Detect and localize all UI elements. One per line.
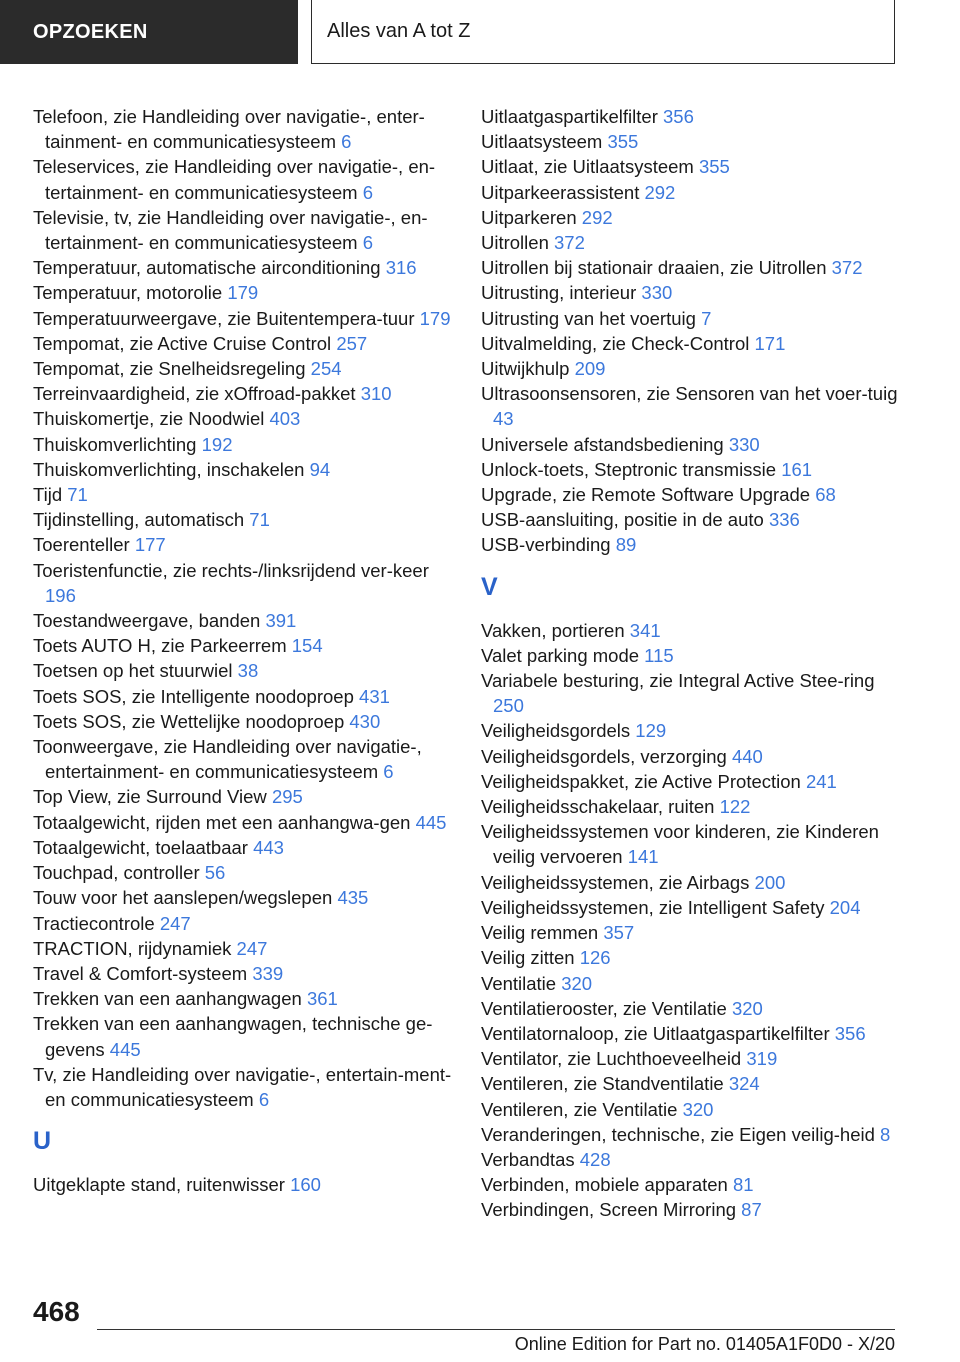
index-entry-text: Ultrasoonsensoren, zie Sensoren van het voer-tuig <box>481 383 898 405</box>
index-entry-text: Uitwijkhulp <box>481 358 570 380</box>
index-entry-text: Tijd <box>33 484 63 506</box>
index-entry-text: Trekken van een aanhangwagen <box>33 988 302 1010</box>
index-entry <box>481 895 901 920</box>
page-link[interactable]: 428 <box>579 1148 611 1170</box>
index-entry-text: Uitrollen <box>481 232 549 254</box>
page-link[interactable]: 122 <box>719 796 751 818</box>
index-entry-text: Upgrade, zie Remote Software Upgrade <box>481 484 811 506</box>
index-entry-text: USB-verbinding <box>481 534 611 556</box>
page-link[interactable]: 204 <box>829 896 861 918</box>
index-entry-text: Toonweergave, zie Handleiding over navigatie-, entertainment- en communicatiesysteem <box>33 736 422 783</box>
index-entry-text: Uitlaatgaspartikelfilter <box>481 106 658 127</box>
index-entry <box>481 945 901 970</box>
index-entry <box>481 920 901 945</box>
index-entry <box>33 356 453 381</box>
page-link[interactable]: 431 <box>359 685 390 707</box>
index-entry <box>481 643 901 668</box>
index-entry <box>481 154 901 179</box>
edition-footer: Online Edition for Part no. 01405A1F0D0 - X/20 <box>514 1334 895 1354</box>
page-link[interactable]: 129 <box>635 720 667 742</box>
page-link[interactable]: 81 <box>733 1174 754 1196</box>
index-entry <box>33 684 453 709</box>
index-entry-text: Verbandtas <box>481 1148 575 1170</box>
index-entry-text: USB-aansluiting, positie in de auto <box>481 509 764 531</box>
index-entry <box>33 986 453 1011</box>
page-link[interactable]: 356 <box>834 1022 866 1044</box>
page-link[interactable]: 391 <box>265 610 297 632</box>
index-entry-text: Tempomat, zie Snelheidsregeling <box>33 358 306 380</box>
index-entry-text: Thuiskomverlichting <box>33 433 197 455</box>
page-link[interactable]: 94 <box>309 458 331 480</box>
index-entry <box>33 432 453 457</box>
index-entry <box>481 331 901 356</box>
page-link[interactable]: 241 <box>805 770 837 792</box>
index-entry <box>33 205 453 255</box>
letter-heading-u: U <box>33 1127 52 1156</box>
page-link[interactable]: 171 <box>754 332 786 354</box>
index-entry-text: Veilig zitten <box>481 947 575 969</box>
index-entry <box>33 784 453 809</box>
index-entry-text: Temperatuur, motorolie <box>33 282 223 304</box>
index-entry <box>33 558 453 608</box>
page-link[interactable]: 115 <box>644 644 674 666</box>
index-entry-text: Totaalgewicht, rijden met een aanhangwa-gen <box>33 811 411 833</box>
index-entry <box>33 154 453 204</box>
index-entry <box>481 457 901 482</box>
index-entry-text: Touw voor het aanslepen/wegslepen <box>33 887 333 909</box>
page-link[interactable]: 71 <box>67 484 88 506</box>
index-entry <box>33 734 453 784</box>
index-entry <box>33 911 453 936</box>
index-entry-text: Vakken, portieren <box>481 619 625 641</box>
page-link[interactable]: 179 <box>419 307 451 329</box>
page-link[interactable]: 56 <box>204 862 226 884</box>
index-entry <box>33 1062 453 1112</box>
index-entry-text: Temperatuurweergave, zie Buitentempera-tuur <box>33 307 415 329</box>
page-link[interactable]: 320 <box>561 972 593 994</box>
index-entry-text: Ventilatierooster, zie Ventilatie <box>481 997 727 1019</box>
index-entry-text: Ventileren, zie Standventilatie <box>481 1073 724 1095</box>
page-link[interactable]: 89 <box>615 534 637 556</box>
page-link[interactable]: 250 <box>493 695 524 717</box>
page-link[interactable]: 196 <box>45 584 76 606</box>
index-entry-text: Ventilatornaloop, zie Uitlaatgaspartikelfilter <box>481 1022 830 1044</box>
page-link[interactable]: 430 <box>349 710 381 732</box>
index-entry <box>33 810 453 835</box>
section-tab <box>0 0 298 64</box>
index-list-v <box>481 618 901 1223</box>
page-link[interactable]: 357 <box>603 922 635 944</box>
index-entry-text: Veiligheidssystemen voor kinderen, zie Kinderen veilig vervoeren <box>481 821 879 868</box>
page-link[interactable]: 87 <box>741 1199 762 1221</box>
index-entry <box>33 104 453 154</box>
page-link[interactable]: 247 <box>236 937 268 959</box>
index-list-u-cont <box>481 104 901 558</box>
page-link[interactable]: 6 <box>362 181 374 203</box>
index-entry-text: Totaalgewicht, toelaatbaar <box>33 836 248 858</box>
index-entry <box>33 709 453 734</box>
index-entry <box>33 532 453 557</box>
index-entry-text: Uitparkeerassistent <box>481 181 640 203</box>
index-entry-text: Toets AUTO H, zie Parkeerrem <box>33 635 287 657</box>
index-entry <box>33 331 453 356</box>
index-entry-text: Tijdinstelling, automatisch <box>33 509 245 531</box>
index-entry-text: Veiligheidsgordels, verzorging <box>481 745 727 767</box>
page-link[interactable]: 330 <box>641 282 673 304</box>
page-link[interactable]: 126 <box>579 947 611 969</box>
index-entry <box>33 936 453 961</box>
index-entry <box>481 381 901 431</box>
page-link[interactable]: 6 <box>341 131 352 153</box>
page-link[interactable]: 7 <box>701 307 712 329</box>
index-entry <box>481 205 901 230</box>
page-link[interactable]: 440 <box>731 745 763 767</box>
index-entry-text: Terreinvaardigheid, zie xOffroad-pakket <box>33 383 356 405</box>
page-link[interactable]: 209 <box>574 358 606 380</box>
page-title: Alles van A tot Z <box>327 20 471 42</box>
index-entry <box>481 1021 901 1046</box>
footer-rule <box>97 1329 895 1330</box>
index-entry <box>481 618 901 643</box>
index-entry-text: Teleservices, zie Handleiding over navigatie-, en-tertainment- en communicatiesysteem <box>33 156 436 203</box>
index-entry-text: Veiligheidssystemen, zie Airbags <box>481 871 750 893</box>
index-entry <box>33 860 453 885</box>
index-entry-text: Tv, zie Handleiding over navigatie-, entertain-ment- en communicatiesysteem <box>33 1063 452 1110</box>
index-entry <box>33 835 453 860</box>
page-link[interactable]: 6 <box>258 1088 270 1110</box>
index-entry-text: Uitlaatsysteem <box>481 131 603 153</box>
page-number: 468 <box>33 1296 80 1327</box>
index-entry-text: Unlock-toets, Steptronic transmissie <box>481 458 777 480</box>
page-link[interactable]: 247 <box>159 912 191 934</box>
page-link[interactable]: 372 <box>831 257 863 279</box>
index-entry-text: Temperatuur, automatische airconditioning <box>33 257 381 279</box>
index-entry <box>481 1097 901 1122</box>
index-entry-text: Touchpad, controller <box>33 862 200 884</box>
index-entry <box>481 356 901 381</box>
index-entry <box>481 532 901 557</box>
index-entry <box>481 306 901 331</box>
index-entry-text: Uitlaat, zie Uitlaatsysteem <box>481 156 694 178</box>
index-entry <box>33 1172 453 1197</box>
index-entry <box>481 794 901 819</box>
page-link[interactable]: 6 <box>362 232 374 254</box>
page-link[interactable]: 71 <box>249 509 270 531</box>
index-entry <box>481 668 901 718</box>
index-entry <box>481 769 901 794</box>
page-link[interactable]: 445 <box>109 1038 141 1060</box>
index-entry <box>481 744 901 769</box>
index-entry <box>481 1046 901 1071</box>
index-entry <box>481 280 901 305</box>
index-entry-text: TRACTION, rijdynamiek <box>33 937 232 959</box>
page-link[interactable]: 356 <box>663 106 694 127</box>
index-entry <box>481 1147 901 1172</box>
index-entry <box>33 381 453 406</box>
index-entry-text: Veiligheidssystemen, zie Intelligent Safety <box>481 896 825 918</box>
index-entry <box>33 255 453 280</box>
index-entry <box>481 180 901 205</box>
page-link[interactable]: 339 <box>252 962 284 984</box>
page-link[interactable]: 336 <box>768 509 800 531</box>
index-entry <box>481 432 901 457</box>
index-entry-text: Thuiskomertje, zie Noodwiel <box>33 408 265 430</box>
page-link[interactable]: 361 <box>306 988 338 1010</box>
index-entry-text: Telefoon, zie Handleiding over navigatie-, enter-tainment- en communicatiesysteem <box>33 106 425 153</box>
index-entry <box>481 230 901 255</box>
index-entry-text: Valet parking mode <box>481 644 640 666</box>
index-entry-text: Ventileren, zie Ventilatie <box>481 1098 678 1120</box>
index-entry <box>481 996 901 1021</box>
index-entry-text: Veiligheidsgordels <box>481 720 631 742</box>
page-link[interactable]: 355 <box>698 156 730 178</box>
index-entry-text: Uitparkeren <box>481 206 577 228</box>
index-entry-text: Uitvalmelding, zie Check-Control <box>481 332 750 354</box>
index-entry <box>481 1122 901 1147</box>
page-link[interactable]: 141 <box>627 846 659 868</box>
index-entry <box>481 971 901 996</box>
page-link[interactable]: 310 <box>360 383 392 405</box>
index-entry-text: Trekken van een aanhangwagen, technische ge-gevens <box>33 1013 433 1060</box>
page-link[interactable]: 257 <box>336 332 368 354</box>
index-entry-text: Toets SOS, zie Intelligente noodoproep <box>33 685 354 707</box>
index-entry-text: Variabele besturing, zie Integral Active Stee-ring <box>481 670 875 692</box>
index-entry-text: Uitrollen bij stationair draaien, zie Uitrollen <box>481 257 827 279</box>
page-link[interactable]: 292 <box>644 181 676 203</box>
page-link[interactable]: 200 <box>754 871 786 893</box>
index-entry <box>33 306 453 331</box>
index-entry-text: Ventilator, zie Luchthoeveelheid <box>481 1048 742 1070</box>
page-link[interactable]: 6 <box>383 761 394 783</box>
index-entry <box>33 457 453 482</box>
index-entry <box>481 1197 901 1222</box>
page-link[interactable]: 38 <box>237 660 259 682</box>
index-entry <box>33 280 453 305</box>
index-entry <box>33 1011 453 1061</box>
page-link[interactable]: 355 <box>607 131 639 153</box>
page-link[interactable]: 254 <box>310 358 342 380</box>
index-entry <box>481 819 901 869</box>
index-entry <box>481 507 901 532</box>
index-entry-text: Toerenteller <box>33 534 130 556</box>
page-link[interactable]: 443 <box>253 836 284 858</box>
page-link[interactable]: 43 <box>493 408 514 430</box>
page-link[interactable]: 295 <box>271 786 303 808</box>
page-link[interactable]: 316 <box>385 257 417 279</box>
index-entry <box>481 718 901 743</box>
index-entry <box>481 104 901 129</box>
index-entry-text: Verbindingen, Screen Mirroring <box>481 1199 737 1221</box>
index-list-t <box>33 104 453 1112</box>
section-label: OPZOEKEN <box>33 20 148 43</box>
index-column-left <box>33 104 453 1197</box>
index-entry <box>481 870 901 895</box>
index-entry-text: Universele afstandsbediening <box>481 433 724 455</box>
page-link[interactable]: 179 <box>227 282 259 304</box>
index-entry-text: Veiligheidspakket, zie Active Protection <box>481 770 801 792</box>
index-entry-text: Toeristenfunctie, zie rechts-/linksrijdend ver-keer <box>33 559 429 581</box>
page-link[interactable]: 161 <box>781 458 813 480</box>
page-link[interactable]: 160 <box>290 1174 321 1196</box>
index-entry <box>481 1172 901 1197</box>
page-header <box>311 0 895 64</box>
index-entry <box>33 608 453 633</box>
index-entry-text: Televisie, tv, zie Handleiding over navigatie-, en-tertainment- en communicatiesysteem <box>33 206 428 254</box>
index-entry <box>481 129 901 154</box>
page-link[interactable]: 292 <box>581 206 613 228</box>
page-link[interactable]: 177 <box>134 534 166 556</box>
letter-heading-v: V <box>481 572 498 601</box>
index-entry <box>33 406 453 431</box>
page-link[interactable]: 372 <box>554 232 585 254</box>
index-entry <box>481 482 901 507</box>
index-entry-text: Tractiecontrole <box>33 912 155 934</box>
index-entry-text: Toets SOS, zie Wettelijke noodoproep <box>33 710 345 732</box>
index-entry <box>33 507 453 532</box>
page-link[interactable]: 320 <box>731 997 763 1019</box>
page-link[interactable]: 435 <box>337 887 369 909</box>
index-list-u <box>33 1172 453 1197</box>
page-link[interactable]: 68 <box>815 484 836 506</box>
index-entry-text: Travel & Comfort-systeem <box>33 962 248 984</box>
index-entry-text: Toetsen op het stuurwiel <box>33 660 233 682</box>
index-entry-text: Toestandweergave, banden <box>33 610 261 632</box>
index-entry <box>33 885 453 910</box>
page-link[interactable]: 192 <box>201 433 233 455</box>
index-entry-text: Verbinden, mobiele apparaten <box>481 1174 728 1196</box>
index-entry <box>481 1071 901 1096</box>
index-entry <box>481 255 901 280</box>
page-link[interactable]: 154 <box>291 635 323 657</box>
index-entry-text: Uitrusting van het voertuig <box>481 307 696 329</box>
page-link[interactable]: 8 <box>880 1123 891 1145</box>
index-entry-text: Thuiskomverlichting, inschakelen <box>33 458 305 480</box>
index-entry <box>33 961 453 986</box>
index-entry-text: Tempomat, zie Active Cruise Control <box>33 332 332 354</box>
page-link[interactable]: 320 <box>682 1098 714 1120</box>
index-entry-text: Veiligheidsschakelaar, ruiten <box>481 796 715 818</box>
index-entry-text: Veilig remmen <box>481 922 599 944</box>
index-entry-text: Ventilatie <box>481 972 557 994</box>
index-entry <box>33 658 453 683</box>
page-link[interactable]: 330 <box>728 433 760 455</box>
page-link[interactable]: 341 <box>629 619 661 641</box>
index-entry <box>33 482 453 507</box>
page-link[interactable]: 319 <box>746 1048 778 1070</box>
page-link[interactable]: 403 <box>269 408 301 430</box>
index-entry <box>33 633 453 658</box>
index-entry-text: Top View, zie Surround View <box>33 786 267 808</box>
index-column-right <box>481 104 901 1223</box>
page-link[interactable]: 324 <box>728 1073 760 1095</box>
page-link[interactable]: 445 <box>415 811 447 833</box>
index-entry-text: Uitrusting, interieur <box>481 282 637 304</box>
index-entry-text: Veranderingen, technische, zie Eigen veilig-heid <box>481 1123 875 1145</box>
index-entry-text: Uitgeklapte stand, ruitenwisser <box>33 1174 285 1196</box>
